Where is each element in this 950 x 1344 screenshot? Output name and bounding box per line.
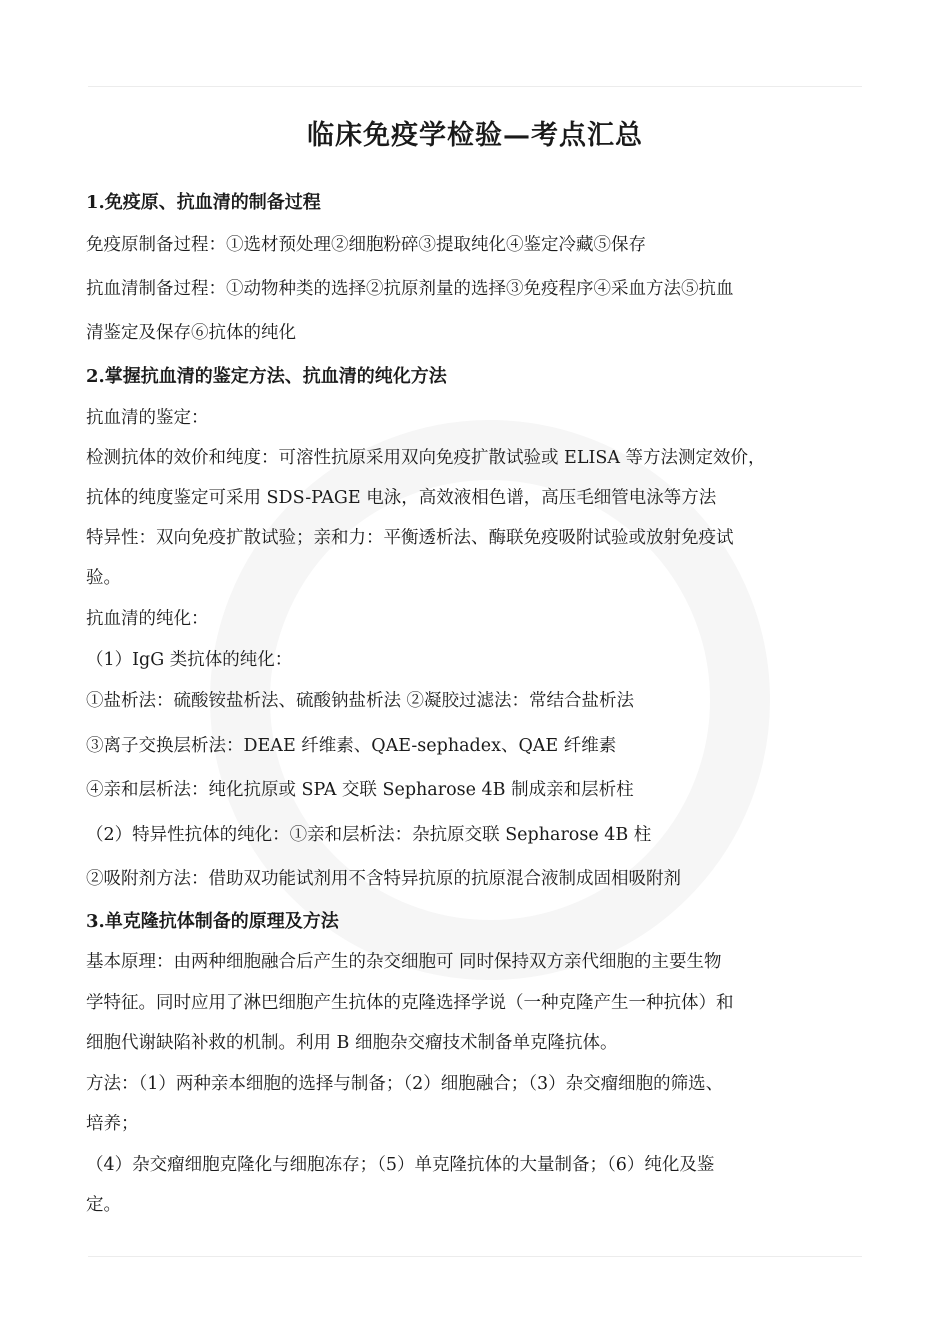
section-heading-1: 1.免疫原、抗血清的制备过程	[86, 192, 321, 213]
paragraph-line: 验。	[86, 568, 121, 588]
paragraph-line: （1）IgG 类抗体的纯化：	[86, 650, 293, 670]
paragraph-line: 抗血清的纯化：	[86, 609, 209, 629]
bottom-rule	[88, 1256, 862, 1257]
paragraph-line: （4）杂交瘤细胞克隆化与细胞冻存；（5）单克隆抗体的大量制备；（6）纯化及鉴	[86, 1155, 715, 1175]
section-heading-2: 2.掌握抗血清的鉴定方法、抗血清的纯化方法	[86, 366, 447, 387]
paragraph-line: 抗体的纯度鉴定可采用 SDS-PAGE 电泳，高效液相色谱，高压毛细管电泳等方法	[86, 488, 717, 508]
top-rule	[88, 86, 862, 87]
paragraph-line: 定。	[86, 1195, 121, 1215]
paragraph-line: 基本原理：由两种细胞融合后产生的杂交细胞可 同时保持双方亲代细胞的主要生物	[86, 952, 722, 972]
section-heading-3: 3.单克隆抗体制备的原理及方法	[86, 911, 339, 932]
paragraph-line: 学特征。同时应用了淋巴细胞产生抗体的克隆选择学说（一种克隆产生一种抗体）和	[86, 993, 734, 1013]
paragraph-line: ②吸附剂方法：借助双功能试剂用不含特异抗原的抗原混合液制成固相吸附剂	[86, 869, 681, 889]
paragraph-line: 检测抗体的效价和纯度：可溶性抗原采用双向免疫扩散试验或 ELISA 等方法测定效价，	[86, 448, 766, 468]
paragraph-line: （2）特异性抗体的纯化：①亲和层析法：杂抗原交联 Sepharose 4B 柱	[86, 825, 652, 845]
paragraph-line: 培养；	[86, 1114, 139, 1134]
paragraph-line: 抗血清的鉴定：	[86, 408, 209, 428]
paragraph-line: 免疫原制备过程：①选材预处理②细胞粉碎③提取纯化④鉴定冷藏⑤保存	[86, 235, 646, 255]
paragraph-line: 方法：（1）两种亲本细胞的选择与制备；（2）细胞融合；（3）杂交瘤细胞的筛选、	[86, 1074, 724, 1094]
paragraph-line: ④亲和层析法：纯化抗原或 SPA 交联 Sepharose 4B 制成亲和层析柱	[86, 780, 634, 800]
paragraph-line: 清鉴定及保存⑥抗体的纯化	[86, 323, 296, 343]
document-title: 临床免疫学检验—考点汇总	[307, 120, 643, 151]
paragraph-line: 抗血清制备过程：①动物种类的选择②抗原剂量的选择③免疫程序④采血方法⑤抗血	[86, 279, 734, 299]
paragraph-line: ①盐析法：硫酸铵盐析法、硫酸钠盐析法 ②凝胶过滤法：常结合盐析法	[86, 691, 635, 711]
paragraph-line: ③离子交换层析法：DEAE 纤维素、QAE-sephadex、QAE 纤维素	[86, 736, 617, 756]
paragraph-line: 特异性：双向免疫扩散试验；亲和力：平衡透析法、酶联免疫吸附试验或放射免疫试	[86, 528, 734, 548]
paragraph-line: 细胞代谢缺陷补救的机制。利用 B 细胞杂交瘤技术制备单克隆抗体。	[86, 1033, 618, 1053]
